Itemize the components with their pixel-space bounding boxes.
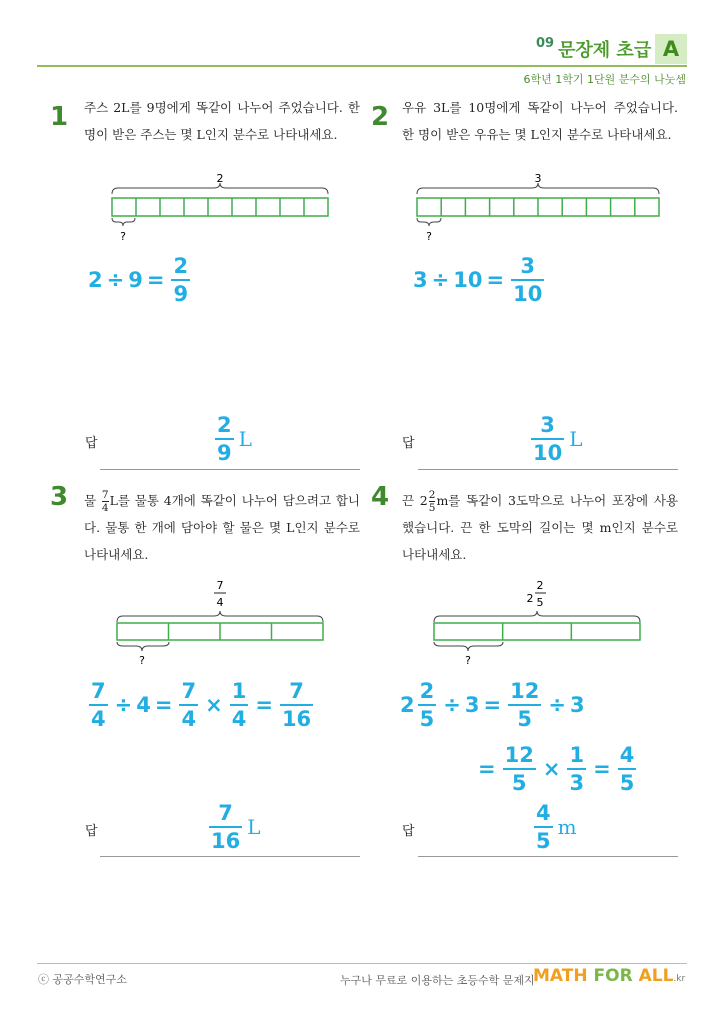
problem-3-text-fraction: $\frac{7}{4}$ <box>101 488 109 514</box>
eq-fraction: $\frac{1}{3}$ <box>569 743 585 796</box>
answer-fraction: $\frac{4}{5}$ <box>536 801 551 854</box>
problem-1-equation <box>88 255 193 305</box>
problem-4-answer <box>531 802 577 852</box>
eq-value: 2 <box>88 268 103 293</box>
answer-unit: m <box>557 815 577 840</box>
eq-value: 3 <box>569 693 585 718</box>
problem-2-diagram-question: ? <box>426 230 432 243</box>
eq-fraction: $\frac{1}{4}$ <box>231 679 247 732</box>
eq-fraction: $\frac{3}{10}$ <box>513 254 543 307</box>
header-divider <box>37 65 687 67</box>
problem-4-diagram-top-whole: 2 <box>526 592 534 605</box>
eq-fraction: $\frac{4}{5}$ <box>619 743 635 796</box>
problem-2-diagram-top-label: 3 <box>534 172 542 185</box>
eq-equals: = <box>593 757 611 782</box>
answer-fraction: $\frac{2}{9}$ <box>217 413 232 466</box>
eq-equals: = <box>146 268 165 293</box>
problem-3-text-post: L를 물통 4개에 똑같이 나누어 담으려고 합니다. 물통 한 개에 담아야 할 물은 몇 L인지 분수로 나타내세요. <box>84 493 360 562</box>
eq-whole: 2 <box>400 693 415 718</box>
problem-3-text <box>84 487 360 568</box>
problem-2-text: 우유 3L를 10명에게 똑같이 나누어 주었습니다. 한 명이 받은 우유는 몇 L인지 분수로 나타내세요. <box>402 100 678 142</box>
problem-3-equation <box>86 680 316 730</box>
worksheet-title: 문장제 초급 <box>558 40 652 61</box>
eq-operator: ÷ <box>114 693 133 718</box>
eq-fraction: $\frac{7}{4}$ <box>181 679 197 732</box>
eq-value: 3 <box>413 268 428 293</box>
eq-equals: = <box>486 268 505 293</box>
eq-fraction: $\frac{2}{5}$ <box>419 679 435 732</box>
worksheet-number: 09 <box>536 36 555 51</box>
problem-1-text: 주스 2L를 9명에게 똑같이 나누어 주었습니다. 한 명이 받은 주스는 몇 L인지 분수로 나타내세요. <box>84 100 360 142</box>
footer-brand-logo <box>533 966 685 986</box>
problem-1-answer <box>212 414 252 464</box>
eq-operator: × <box>542 757 561 782</box>
eq-operator: ÷ <box>106 268 125 293</box>
footer-copyright: ⓒ 공공수학연구소 <box>38 973 127 986</box>
bar-outline <box>112 198 328 216</box>
problem-2-answer <box>528 414 583 464</box>
level-badge: A <box>655 34 687 64</box>
problem-4-bar-diagram <box>427 578 657 670</box>
brand-all: ALL <box>638 966 674 986</box>
problem-1-diagram-top-label: 2 <box>216 172 224 185</box>
eq-fraction: $\frac{12}{5}$ <box>510 679 540 732</box>
problem-4-answer-line <box>418 856 678 857</box>
eq-equals: = <box>154 693 173 718</box>
problem-3-bar-diagram <box>110 578 340 670</box>
problem-1-diagram-question: ? <box>120 230 126 243</box>
problem-4-equation-line-1 <box>400 680 585 730</box>
brand-for: FOR <box>593 966 639 986</box>
problem-3-answer <box>206 802 261 852</box>
answer-fraction: $\frac{7}{16}$ <box>211 801 241 854</box>
eq-operator: × <box>205 693 223 718</box>
eq-equals: = <box>483 693 502 718</box>
eq-value: 9 <box>128 268 143 293</box>
footer-tagline: 누구나 무료로 이용하는 초등수학 문제지 <box>340 974 535 987</box>
problem-2-number: 2 <box>371 102 390 132</box>
eq-operator: ÷ <box>431 268 450 293</box>
problem-3-answer-label: 답 <box>85 824 98 839</box>
problem-1-number: 1 <box>50 102 69 132</box>
worksheet-subtitle: 6학년 1학기 1단원 분수의 나눗셈 <box>523 73 686 86</box>
problem-3-answer-line <box>100 856 360 857</box>
eq-value: 10 <box>453 268 483 293</box>
problem-4-diagram-top-num: 2 <box>536 579 544 592</box>
answer-fraction: $\frac{3}{10}$ <box>533 413 563 466</box>
problem-4-equation-line-2 <box>474 744 639 794</box>
brand-math: MATH <box>533 966 594 986</box>
problem-3-text-pre: 물 <box>84 493 97 508</box>
bar-outline <box>434 623 640 640</box>
brand-kr: .kr <box>673 974 686 984</box>
problem-4-answer-label: 답 <box>402 824 415 839</box>
answer-unit: L <box>247 815 261 840</box>
problem-1-bar-diagram <box>105 170 345 245</box>
problem-4-text-post: m를 똑같이 3도막으로 나누어 포장에 사용했습니다. 끈 한 도막의 길이는 몇 m인지 분수로 나타내세요. <box>402 493 678 562</box>
problem-3-number: 3 <box>50 482 69 512</box>
problem-2-equation <box>413 255 547 305</box>
eq-fraction: $\frac{2}{9}$ <box>173 254 189 307</box>
eq-operator: ÷ <box>548 693 566 718</box>
problem-4-diagram-question: ? <box>465 654 471 667</box>
problem-2-bar-diagram <box>410 170 670 245</box>
problem-4-text-fraction: $\frac{2}{5}$ <box>428 488 436 514</box>
problem-3-diagram-top-num: 7 <box>216 579 224 592</box>
eq-fraction: $\frac{7}{4}$ <box>91 679 106 732</box>
eq-fraction: $\frac{7}{16}$ <box>281 679 312 732</box>
footer-divider <box>37 963 687 964</box>
answer-unit: L <box>569 427 583 452</box>
problem-4-text-pre: 끈 2 <box>402 493 428 508</box>
problem-2-answer-line <box>418 469 678 470</box>
eq-value: 4 <box>136 693 151 718</box>
problem-1-answer-label: 답 <box>85 436 98 451</box>
eq-operator: ÷ <box>443 693 461 718</box>
problem-1-answer-line <box>100 469 360 470</box>
problem-4-number: 4 <box>371 482 390 512</box>
eq-equals: = <box>478 757 496 782</box>
problem-2-answer-label: 답 <box>402 436 415 451</box>
problem-3-diagram-question: ? <box>139 654 145 667</box>
answer-unit: L <box>238 427 252 452</box>
eq-fraction: $\frac{12}{5}$ <box>504 743 534 796</box>
eq-value: 3 <box>464 693 480 718</box>
problem-3-diagram-top-den: 4 <box>216 596 224 609</box>
problem-4-diagram-top-den: 5 <box>536 596 544 609</box>
problem-4-text <box>402 487 678 568</box>
eq-equals: = <box>255 693 273 718</box>
